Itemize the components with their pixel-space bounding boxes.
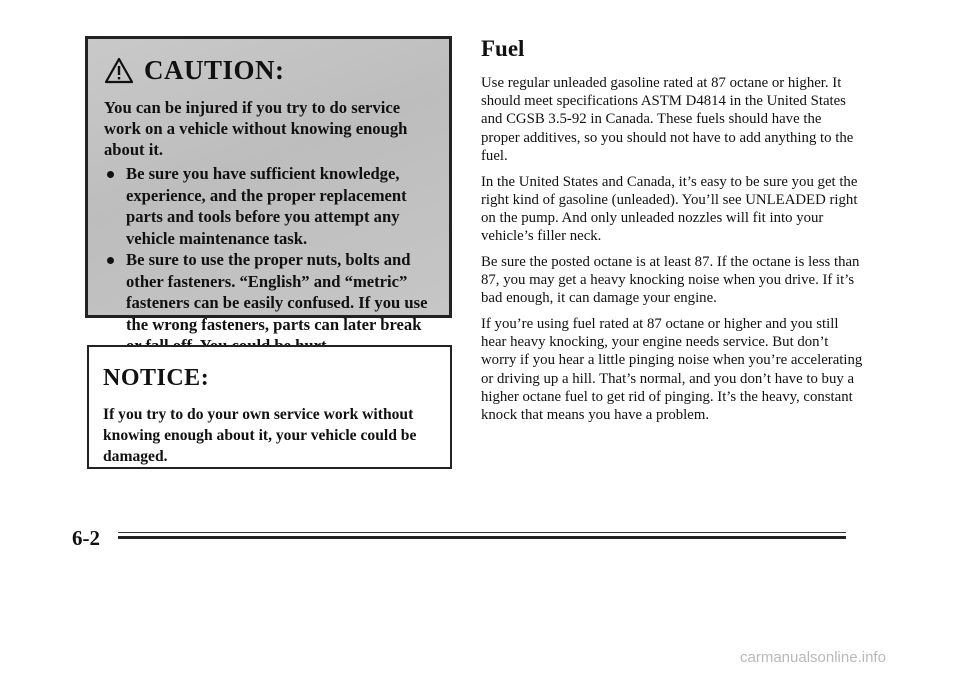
warning-triangle-icon [104,57,134,84]
caution-list [104,163,433,357]
caution-item [104,249,433,357]
caution-item [104,163,433,249]
fuel-heading: Fuel [481,36,525,61]
bullet-dot [107,171,114,178]
fuel-section [481,36,863,432]
footer-rule [118,532,846,533]
page-number: 6-2 [72,526,100,550]
fuel-paragraph: Be sure the posted octane is at least 87. If the octane is less than 87, you may get a heavy knocking noise when you drive. If it’s bad enough, it can damage your engine. [481,253,860,307]
fuel-paragraph: Use regular unleaded gasoline rated at 87 octane or higher. It should meet specifications ASTM D4814 in the United States and CGSB 3.5-92 in Canada. These fuels should have the proper additives, so you should not have to add anything to the fuel. [481,75,854,164]
bullet-dot [107,257,114,264]
caution-title: CAUTION: [144,54,285,85]
notice-title: NOTICE: [103,365,210,391]
fuel-paragraph: In the United States and Canada, it’s easy to be sure you get the right kind of gasoline (unleaded). You’ll see UNLEADED right on the pump. And only unleaded nozzles will fit into your vehicle’s filler neck. [481,173,858,245]
caution-header [104,53,433,87]
watermark-text: carmanualsonline.info [740,649,886,666]
caution-box [85,36,452,334]
caution-item-text: Be sure to use the proper nuts, bolts and other fasteners. “English” and “metric” fasteners can be easily confused. If you use the wrong fasteners, parts can later break [126,250,428,334]
fuel-paragraph: If you’re using fuel rated at 87 octane or higher and you still hear heavy knocking, your engine needs service. But don’t worry if you hear a little pinging noise when you’re accelerating or driving up a hill. That’s normal, and you don’t have to buy a higher octane fuel to get rid of pinging. It’s the heavy, constant knock that means you have a problem. [481,315,863,423]
footer-rule [118,536,846,539]
notice-box [87,345,452,469]
caution-item-text: Be sure you have sufficient knowledge, experience, and the proper replacement parts and tools before you attempt any vehicle maintenance task. [126,164,407,248]
notice-text: If you try to do your own service work without knowing enough about it, your vehicle could be damaged. [103,406,417,465]
caution-intro: You can be injured if you try to do service work on a vehicle without knowing enough about it. [104,98,408,159]
